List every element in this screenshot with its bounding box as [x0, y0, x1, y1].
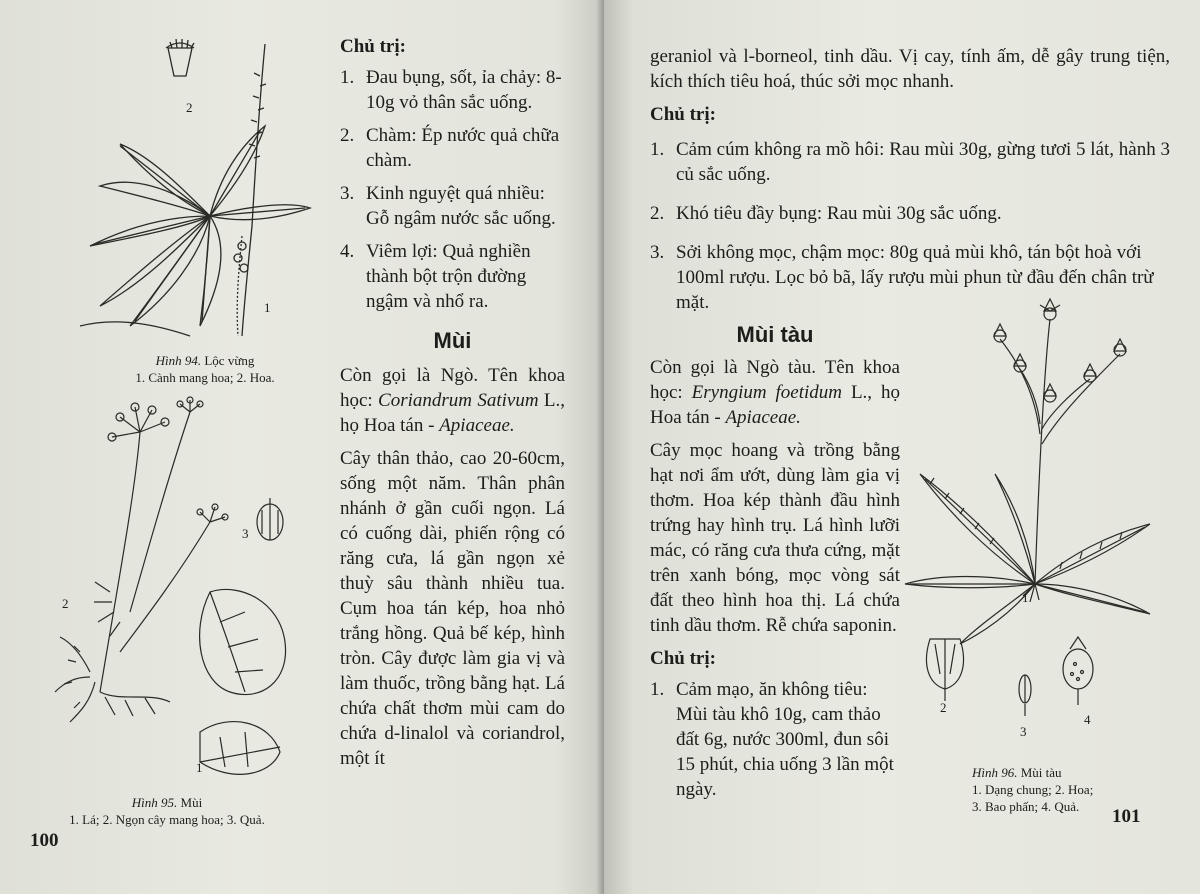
list-item: 1. Cảm mạo, ăn không tiêu: Mùi tàu khô 10g, cam thảo đất 6g, nước 300ml, đun sôi 15 phút, chia uống 3 lần một ngày.	[650, 679, 894, 800]
right-top-column	[650, 44, 1170, 323]
fig95-parts: 1. Lá; 2. Ngọn cây mang hoa; 3. Quả.	[69, 812, 265, 827]
right-lower-column	[650, 322, 900, 810]
fig96-parts-2: 3. Bao phấn; 4. Quả.	[972, 799, 1080, 814]
fig95-label-2: 2	[62, 596, 69, 611]
list-item: 3. Kinh nguyệt quá nhiều: Gỗ ngâm nước sắc uống.	[340, 183, 556, 229]
fig96-parts-1: 1. Dạng chung; 2. Hoa;	[972, 782, 1094, 797]
figure-96-illustration	[900, 284, 1170, 764]
figure-95-illustration	[50, 392, 320, 792]
fig96-title: Hình 96.	[972, 765, 1018, 780]
star-flower	[994, 299, 1126, 402]
right-page	[604, 0, 1200, 894]
mui-tau-drawing	[900, 284, 1170, 764]
right-chu-tri-title: Chủ trị:	[650, 104, 716, 125]
list-item: 2. Khó tiêu đầy bụng: Rau mùi 30g sắc uống.	[650, 203, 1002, 224]
fig94-title: Hình 94.	[155, 353, 202, 368]
figure-94-caption	[110, 352, 300, 386]
list-item: 1. Cảm cúm không ra mồ hôi: Rau mùi 30g, gừng tươi 5 lát, hành 3 củ sắc uống.	[650, 139, 1170, 185]
fig96-label-3: 3	[1020, 724, 1027, 739]
left-chu-tri-list	[340, 65, 565, 314]
section-title-mui: Mùi	[433, 328, 472, 353]
section-title-mui-tau: Mùi tàu	[736, 322, 814, 347]
fig96-label-1: 1	[1022, 590, 1029, 605]
list-item: 2. Chàm: Ép nước quả chữa chàm.	[340, 125, 560, 171]
list-item: 3. Sởi không mọc, chậm mọc: 80g quả mùi khô, tán bột hoà với 100ml rượu. Lọc bỏ bã, lấy rượu mùi phun từ đầu đến chân trừ mặt.	[650, 242, 1154, 313]
fig96-label-2: 2	[940, 700, 947, 715]
fig95-title: Hình 95.	[131, 795, 178, 810]
fig94-name: Lộc vừng	[201, 353, 255, 368]
family-name: Apiaceae.	[439, 415, 515, 436]
left-chu-tri-title: Chủ trị:	[340, 36, 406, 57]
list-item: 1. Đau bụng, sốt, ỉa chảy: 8-10g vỏ thân sắc uống.	[340, 67, 562, 113]
fig94-label-2: 2	[186, 100, 193, 115]
mui-tau-description-paragraph: Cây mọc hoang và trồng bằng hạt nơi ẩm ướt, dùng làm gia vị thơm. Hoa kép thành đầu hình trứng hay hình trụ. Lá hình lưỡi mác, có răng cưa thưa cứng, mặt trên xanh bóng, mọc vòng sát đất theo hình hoa thị. Lá chứa tinh dầu thơm. Rễ chứa saponin.	[650, 440, 900, 636]
fig96-label-4: 4	[1084, 712, 1091, 727]
continuation-paragraph: geraniol và l-borneol, tinh dầu. Vị cay, tính ấm, dễ gây trung tiện, kích thích tiêu hoá, thúc sởi mọc nhanh.	[650, 46, 1170, 92]
fig95-label-1: 1	[196, 760, 203, 775]
loc-vung-drawing	[60, 36, 330, 356]
mui-tau-intro-paragraph: Còn gọi là Ngò tàu. Tên khoa học: Eryngium foetidum L., họ Hoa tán - Apiaceae.	[650, 357, 900, 428]
right-chu-tri-list-2	[650, 677, 900, 802]
page-number-right: 101	[1112, 806, 1141, 827]
figure-94-illustration	[60, 36, 330, 356]
mui-drawing	[50, 392, 320, 792]
mui-intro-paragraph: Còn gọi là Ngò. Tên khoa học: Coriandrum Sativum L., họ Hoa tán - Apiaceae.	[340, 365, 565, 436]
figure-95-caption	[22, 794, 312, 828]
mui-description-paragraph: Cây thân thảo, cao 20-60cm, sống một năm. Thân phân nhánh ở gần cuối ngọn. Lá có cuống dài, phiến rộng có răng cưa, lá gần ngọn xẻ thuỳ sâu thành nhiều tua. Cụm hoa tán kép, hoa nhỏ trắng hồng. Quả bế kép, hình tròn. Cây được làm gia vị và làm thuốc, trồng bằng hạt. Lá chứa chất thơm mùi cam do chứa d-linalol và coriandrol, một ít	[340, 448, 565, 769]
list-item: 4. Viêm lợi: Quả nghiền thành bột trộn đường ngậm và nhổ ra.	[340, 241, 531, 312]
figure-96-caption	[972, 764, 1122, 815]
family-name: Apiaceae.	[725, 407, 801, 428]
right-chu-tri-title-2: Chủ trị:	[650, 648, 716, 669]
fig94-parts: 1. Cành mang hoa; 2. Hoa.	[135, 370, 275, 385]
fig95-name: Mùi	[177, 795, 203, 810]
page-number-left: 100	[30, 830, 59, 851]
fig95-label-3: 3	[242, 526, 249, 541]
left-text-column	[340, 34, 565, 779]
latin-name: Eryngium foetidum	[691, 382, 843, 403]
fig94-label-1: 1	[264, 300, 271, 315]
fig96-name: Mùi tàu	[1017, 765, 1062, 780]
latin-name: Coriandrum Sativum	[378, 390, 539, 411]
